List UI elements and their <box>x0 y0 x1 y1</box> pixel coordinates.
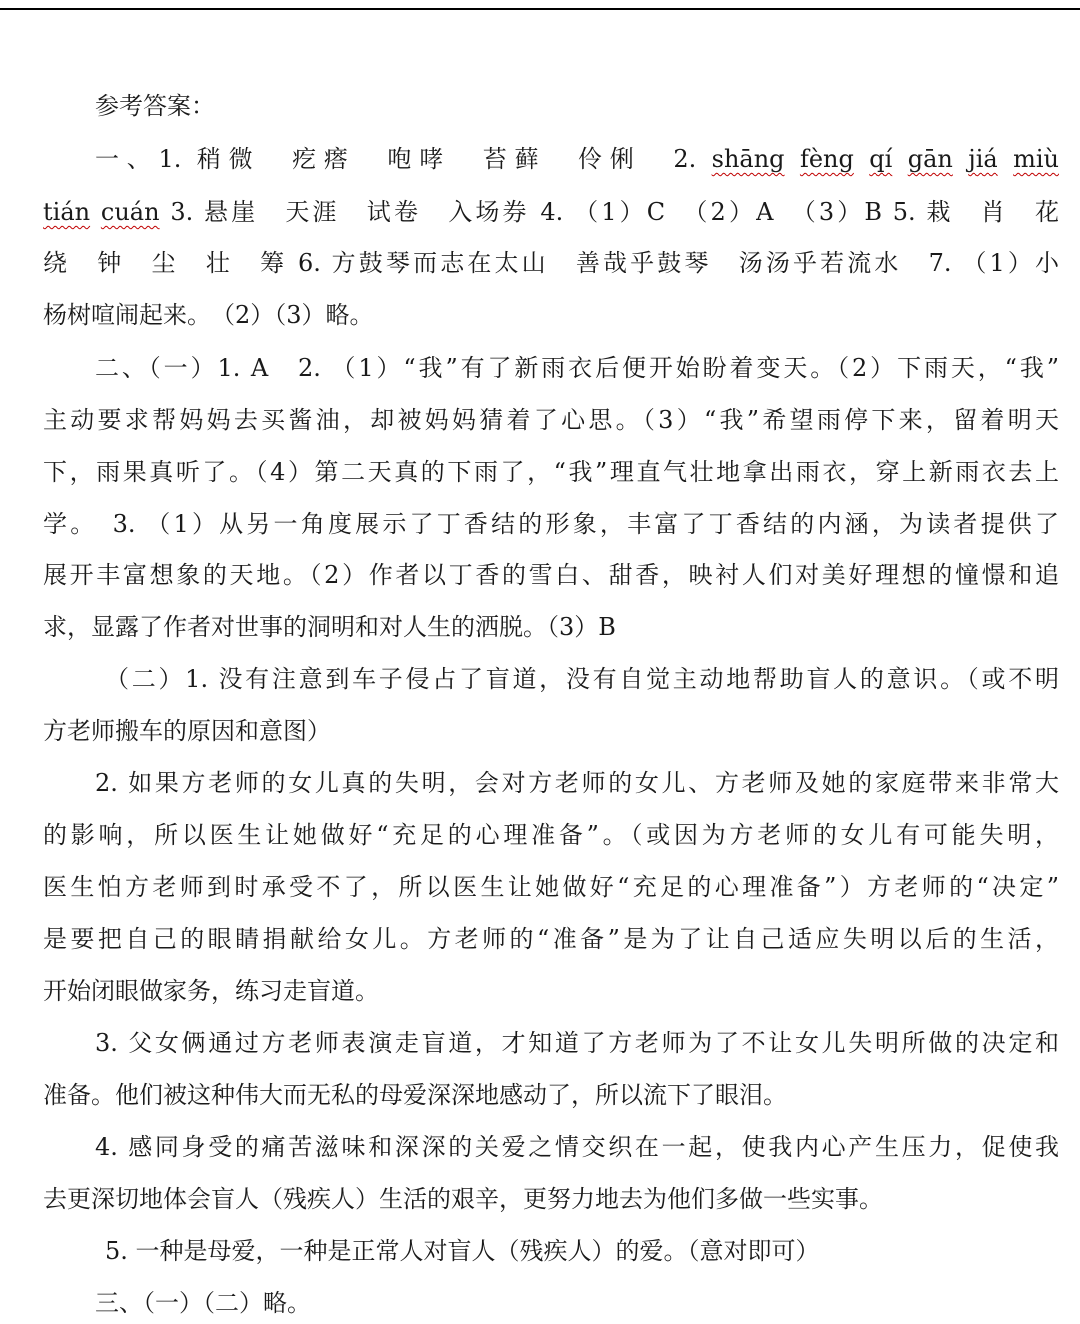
q2-line4: 是要把自己的眼睛捐献给女儿。方老师的“准备”是为了让自己适应失明以后的生活， <box>43 925 1059 953</box>
q3-line2: 准备。他们被这种伟大而无私的母爱深深地感动了，所以流下了眼泪。 <box>43 1081 787 1109</box>
pinyin: cuán <box>100 198 160 226</box>
s1-line2-text: 3. 悬崖 天涯 试卷 入场券 4. （1）C （2）A （3）B 5. 栽 肖 花 <box>159 198 1060 226</box>
pinyin: jiá <box>968 145 998 173</box>
s3-line1: 三、（一）（二）略。 <box>95 1289 311 1317</box>
q3-line1: 3. 父女俩通过方老师表演走盲道，才知道了方老师为了不让女儿失明所做的决定和 <box>95 1029 1059 1057</box>
q4-line2: 去更深切地体会盲人（残疾人）生活的艰辛，更努力地去为他们多做一些实事。 <box>43 1185 883 1213</box>
pinyin: gān <box>907 145 953 173</box>
q4-line1: 4. 感同身受的痛苦滋味和深深的关爱之情交织在一起，使我内心产生压力，促使我 <box>95 1133 1059 1161</box>
q2-line5: 开始闭眼做家务，练习走盲道。 <box>43 977 379 1005</box>
top-rule <box>0 8 1080 10</box>
q2-line2: 的影响，所以医生让她做好“充足的心理准备”。（或因为方老师的女儿有可能失明， <box>43 821 1059 849</box>
s2-line4: 学。 3. （1）从另一角度展示了丁香结的形象，丰富了丁香结的内涵，为读者提供了 <box>43 510 1059 538</box>
s1-line2 <box>43 192 1059 232</box>
q2-line1: 2. 如果方老师的女儿真的失明，会对方老师的女儿、方老师及她的家庭带来非常大 <box>95 769 1059 797</box>
pinyin: tián <box>43 198 91 226</box>
s2-line3: 下，雨果真听了。（4）第二天真的下雨了，“我”理直气壮地拿出雨衣，穿上新雨衣去上 <box>43 458 1059 486</box>
pinyin: fèng <box>799 145 854 173</box>
q2-line3: 医生怕方老师到时承受不了，所以医生让她做好“充足的心理准备”）方老师的“决定” <box>43 873 1059 901</box>
s1-line3: 绕 钟 尘 壮 筹 6. 方鼓琴而志在太山 善哉乎鼓琴 汤汤乎若流水 7. （1）小 <box>43 249 1059 277</box>
s2b-line1: （二）1. 没有注意到车子侵占了盲道，没有自觉主动地帮助盲人的意识。（或不明 <box>105 665 1059 693</box>
q5-line1: 5. 一种是母爱，一种是正常人对盲人（残疾人）的爱。（意对即可） <box>105 1237 820 1265</box>
pinyin: miù <box>1013 145 1059 173</box>
pinyin: qí <box>869 145 893 173</box>
s2-line6: 求，显露了作者对世事的洞明和对人生的洒脱。（3）B <box>43 613 616 641</box>
doc-title: 参考答案： <box>95 92 215 120</box>
s2-line2: 主动要求帮妈妈去买酱油，却被妈妈猜着了心思。（3）“我”希望雨停下来，留着明天 <box>43 406 1059 434</box>
s2b-line2: 方老师搬车的原因和意图） <box>43 717 331 745</box>
s1-line1-text: 一、1. 稍微 疙瘩 咆哮 苔藓 伶俐 2. <box>95 145 712 173</box>
s1-line1 <box>95 139 1059 179</box>
s1-line4: 杨树喧闹起来。 （2）（3）略。 <box>43 301 374 329</box>
s2-line1: 二、（一）1. A 2. （1）“我”有了新雨衣后便开始盼着变天。（2）下雨天，“我” <box>95 354 1059 382</box>
s2-line5: 展开丰富想象的天地。（2）作者以丁香的雪白、甜香，映衬人们对美好理想的憧憬和追 <box>43 561 1059 589</box>
pinyin: shāng <box>711 145 785 173</box>
